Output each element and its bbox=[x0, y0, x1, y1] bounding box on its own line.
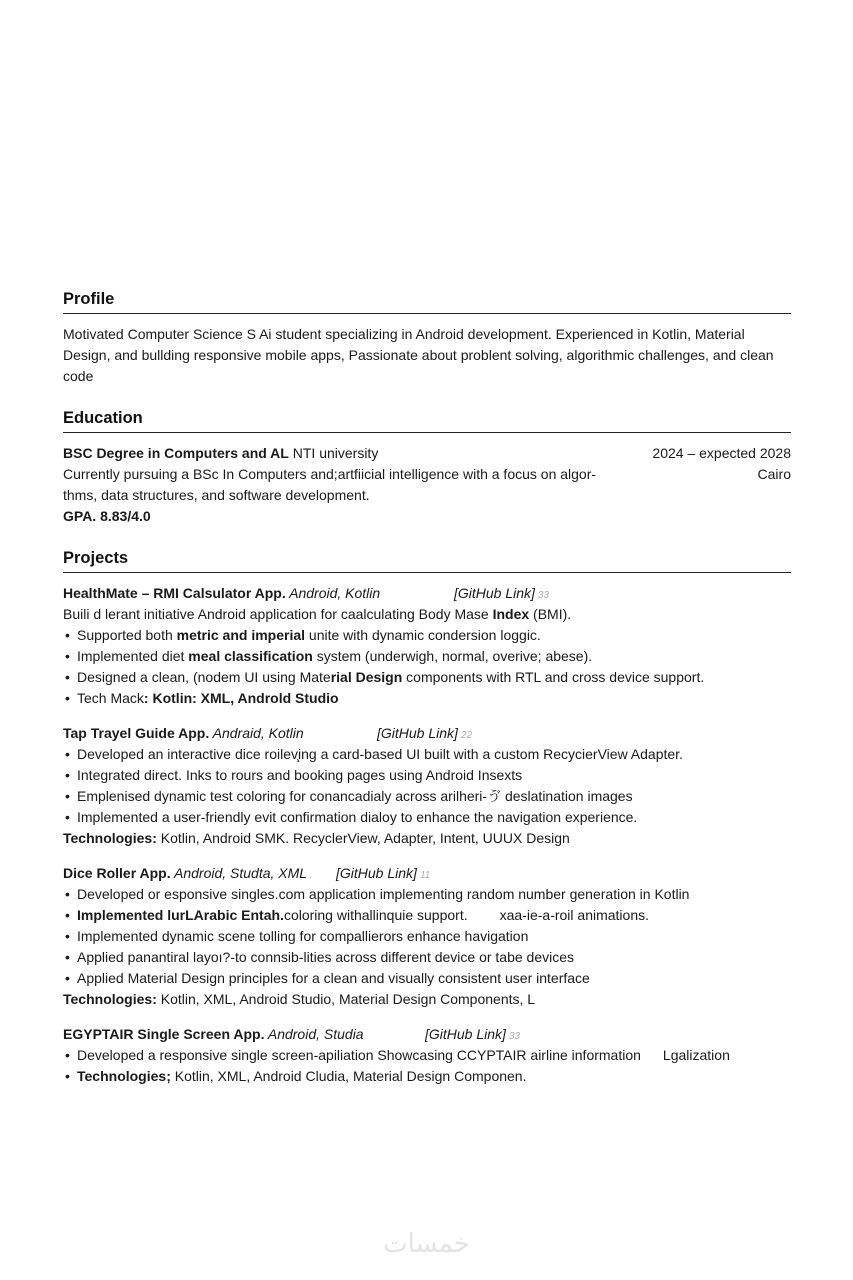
github-link[interactable] bbox=[336, 863, 430, 886]
project-header bbox=[63, 583, 791, 604]
profile-section bbox=[63, 290, 791, 387]
bullet-icon: • bbox=[65, 788, 70, 804]
bullet-bold: Implemented lurLArabic Entah. bbox=[77, 907, 284, 923]
project-egyptair bbox=[63, 1024, 791, 1087]
intro-bold: Index bbox=[492, 606, 530, 622]
list-item bbox=[63, 646, 791, 667]
projects-title: Projects bbox=[63, 549, 791, 573]
technologies-label: Technologies: bbox=[63, 830, 157, 846]
project-name: EGYPTAIR Single Screen App. bbox=[63, 1026, 265, 1042]
education-gpa: GPA. 8.83/4.0 bbox=[63, 508, 151, 524]
technologies-text: Kotlin, XML, Android Studio, Material Design Components, L bbox=[156, 991, 536, 1007]
bullet-text: Kotlin, XML, Android Cludia, Material Design Componen. bbox=[170, 1068, 527, 1084]
list-item bbox=[63, 884, 791, 905]
profile-text: Motivated Computer Science S Ai student specializing in Android development. Experienced in Kotlin, Material Design, and bullding responsive mobile apps, Passionate about problent solving, algorithmic challenges, and clean code bbox=[63, 326, 774, 384]
project-name: Tap Trayel Guide App. bbox=[63, 725, 210, 741]
bullet-icon: • bbox=[65, 809, 70, 825]
bullet-bold: : Kotlin: XML, Androld Studio bbox=[143, 690, 339, 706]
bullet-bold: rial Design bbox=[330, 669, 403, 685]
project-stack: Android, Kotlin bbox=[285, 585, 381, 601]
bullet-icon: • bbox=[65, 949, 70, 965]
watermark-logo: خمسات bbox=[383, 1228, 470, 1258]
bullet-icon: • bbox=[65, 669, 70, 685]
list-item bbox=[63, 968, 791, 989]
bullet-text: Applied panantiral layoı?-to connsib-lities across different device or tabе devices bbox=[77, 949, 575, 965]
education-description-row bbox=[63, 464, 791, 506]
profile-title: Profile bbox=[63, 290, 791, 314]
bullet-text: Implemented diet bbox=[77, 648, 189, 664]
github-link-label[interactable]: [GitHub Link] bbox=[425, 1026, 506, 1042]
education-degree-line bbox=[63, 443, 378, 464]
project-technologies bbox=[63, 828, 791, 849]
list-item bbox=[63, 786, 791, 807]
project-name: HealthMate – RMI Calsulator App. bbox=[63, 585, 286, 601]
bullet-text: Emplenised dynamic test coloring for conancadialy across arilheri-ゔ deslatination images bbox=[77, 788, 633, 804]
github-link-number: 11 bbox=[419, 870, 431, 881]
bullet-icon: • bbox=[65, 1047, 70, 1063]
github-link[interactable] bbox=[377, 723, 472, 746]
resume-page bbox=[63, 290, 791, 1101]
education-degree: BSC Degree in Computers and AL bbox=[63, 445, 289, 461]
list-item bbox=[63, 765, 791, 786]
bullet-icon: • bbox=[65, 767, 70, 783]
project-bullets bbox=[63, 884, 791, 989]
project-travel-guide bbox=[63, 723, 791, 849]
bullet-icon: • bbox=[65, 886, 70, 902]
bullet-text: coloring withallinquie support. bbox=[283, 907, 468, 923]
bullet-icon: • bbox=[65, 1068, 70, 1084]
github-link[interactable] bbox=[454, 583, 549, 606]
education-university: NTI university bbox=[288, 445, 379, 461]
bullet-text-end: unite with dynamic condersion loggic. bbox=[305, 627, 541, 643]
bullet-text-end: system (underwigh, normal, overive; abese). bbox=[312, 648, 593, 664]
project-stack: Android, Studia bbox=[264, 1026, 364, 1042]
bullet-icon: • bbox=[65, 746, 70, 762]
bullet-icon: • bbox=[65, 690, 70, 706]
github-link-number: 33 bbox=[508, 1031, 521, 1042]
list-item bbox=[63, 905, 791, 926]
bullet-icon: • bbox=[65, 907, 70, 923]
bullet-text: Supported both bbox=[77, 627, 177, 643]
project-stack: Andraid, Kotlin bbox=[209, 725, 304, 741]
list-item bbox=[63, 625, 791, 646]
list-item bbox=[63, 1045, 791, 1066]
bullet-text: Applied Material Design principles for a clean and visually consistent user interface bbox=[77, 970, 590, 986]
technologies-text: Kotlin, Android SMK. RecyclerView, Adapter, Intent, UUUX Design bbox=[156, 830, 570, 846]
project-header bbox=[63, 1024, 791, 1045]
bullet-text-end: components with RTL and cross device support. bbox=[402, 669, 705, 685]
project-bullets bbox=[63, 744, 791, 828]
bullet-text-end: Lgalization bbox=[662, 1047, 730, 1063]
project-bullets bbox=[63, 625, 791, 709]
projects-section bbox=[63, 549, 791, 1087]
github-link-number: 22 bbox=[460, 730, 473, 741]
github-link-label[interactable]: [GitHub Link] bbox=[336, 865, 417, 881]
list-item bbox=[63, 744, 791, 765]
bullet-bold: metric and imperial bbox=[176, 627, 306, 643]
bullet-text: Tech Mack bbox=[77, 690, 144, 706]
bullet-text: Designed a clean, (nodem UI using Mate bbox=[77, 669, 331, 685]
bullet-text: Developed a responsive single screen-apiliation Showcasing CCYPTAIR airline information bbox=[77, 1047, 641, 1063]
list-item bbox=[63, 807, 791, 828]
education-dates: 2024 – expected 2028 bbox=[652, 445, 791, 461]
project-bullets bbox=[63, 1045, 791, 1087]
project-intro bbox=[63, 604, 791, 625]
project-healthmate bbox=[63, 583, 791, 709]
education-header-row bbox=[63, 443, 791, 464]
github-link[interactable] bbox=[425, 1024, 520, 1047]
list-item bbox=[63, 947, 791, 968]
list-item bbox=[63, 667, 791, 688]
project-header bbox=[63, 723, 791, 744]
bullet-icon: • bbox=[65, 627, 70, 643]
bullet-icon: • bbox=[65, 648, 70, 664]
list-item bbox=[63, 926, 791, 947]
list-item bbox=[63, 1066, 791, 1087]
project-name: Dice Roller App. bbox=[63, 865, 171, 881]
bullet-text: Developed or esponsive singles.com application implementing random number generation in Kotlin bbox=[77, 886, 690, 902]
project-dice-roller bbox=[63, 863, 791, 1010]
bullet-icon: • bbox=[65, 928, 70, 944]
bullet-text: Developed an interactive dice roilev̧ing a card-based UI built with a custom RecycierView Adapter. bbox=[77, 746, 683, 762]
intro-text: Buili d lerant initiative Android application for caalculating Body Mase bbox=[63, 606, 493, 622]
bullet-text: Implemented dynamic scene tolling for compallierors enhance havigation bbox=[77, 928, 529, 944]
project-technologies bbox=[63, 989, 791, 1010]
education-description: Currently pursuing a BSc In Computers and;artfiicial intelligence with a focus on algor-thms, data structures, and software development. bbox=[63, 466, 597, 503]
github-link-label[interactable]: [GitHub Link] bbox=[377, 725, 458, 741]
bullet-text: Integrated direct. Inks to rours and booking pages using Android Insexts bbox=[77, 767, 523, 783]
education-title: Education bbox=[63, 409, 791, 433]
bullet-bold: meal classification bbox=[188, 648, 313, 664]
project-header bbox=[63, 863, 791, 884]
github-link-number: 33 bbox=[537, 590, 550, 601]
intro-text-end: (BMI). bbox=[529, 606, 572, 622]
education-location: Cairo bbox=[757, 466, 791, 482]
bullet-text-end: xaa-ie-a-roil animations. bbox=[499, 907, 650, 923]
bullet-icon: • bbox=[65, 970, 70, 986]
bullet-text: Implemented a user-friendly evit confirmation dialoy to enhance the navigation experience. bbox=[77, 809, 638, 825]
technologies-label: Technologies: bbox=[63, 991, 157, 1007]
list-item bbox=[63, 688, 791, 709]
education-section bbox=[63, 409, 791, 527]
project-stack: Android, Studta, XML bbox=[170, 865, 308, 881]
github-link-label[interactable]: [GitHub Link] bbox=[454, 585, 535, 601]
bullet-bold: Technologies; bbox=[77, 1068, 171, 1084]
